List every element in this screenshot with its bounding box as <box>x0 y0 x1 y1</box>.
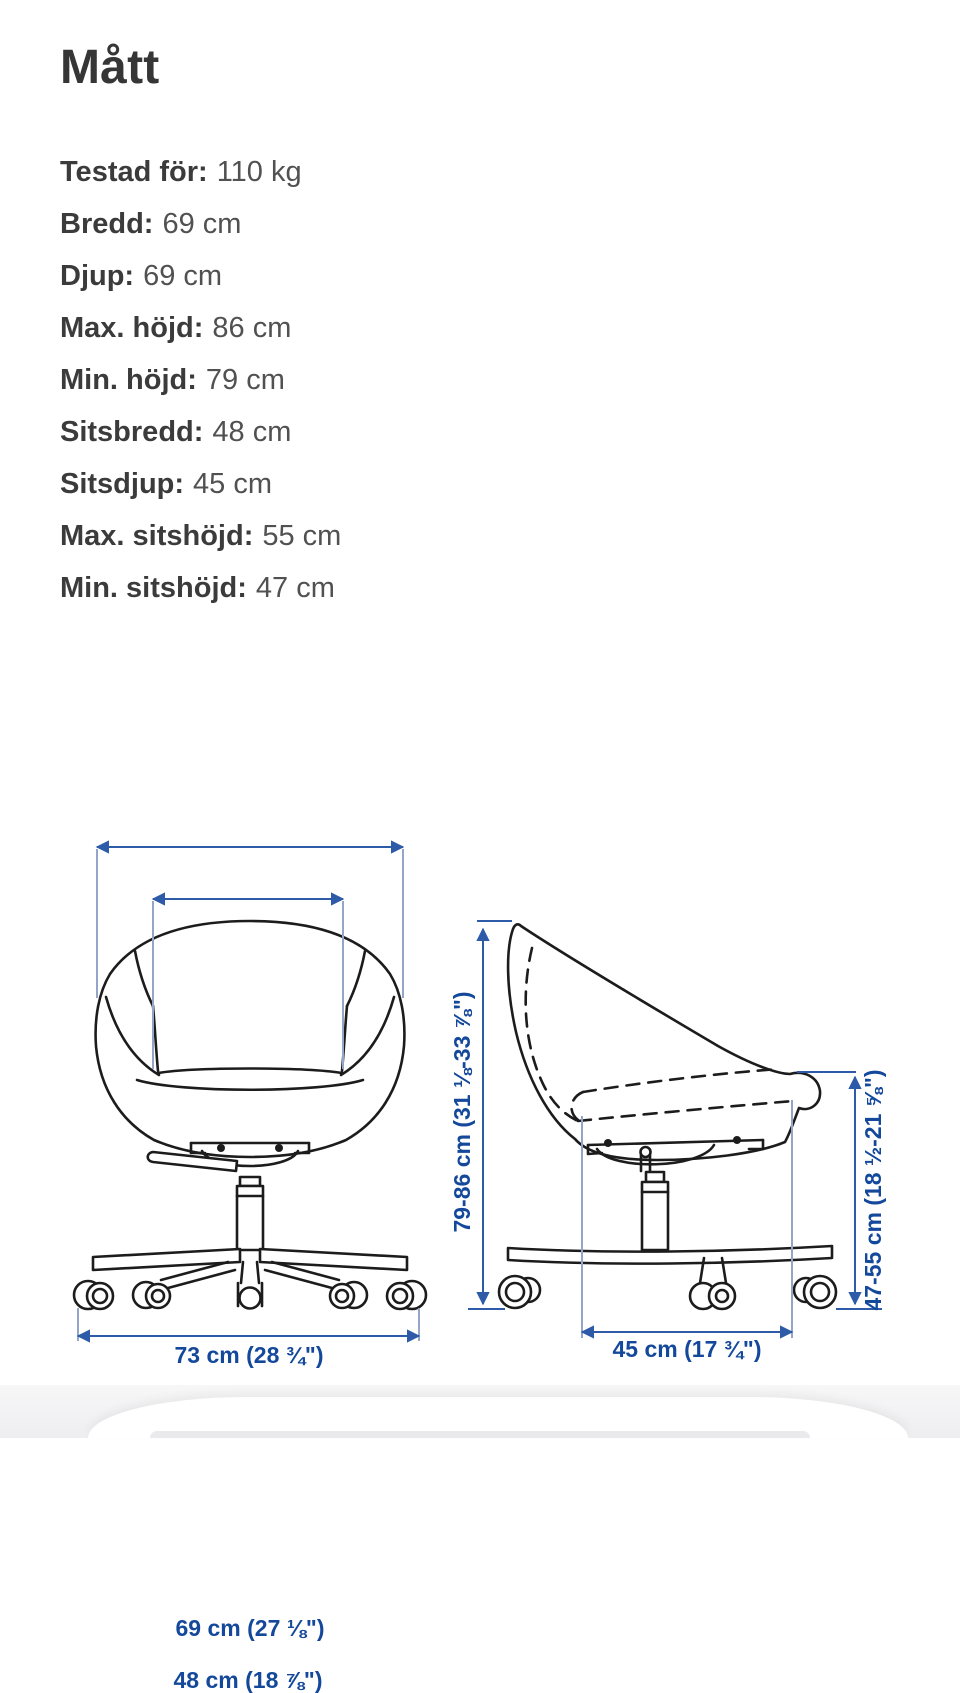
spec-list <box>60 146 341 614</box>
spec-row-tested-for <box>60 146 341 198</box>
spec-label: Max. höjd: <box>60 312 204 344</box>
spec-row-depth <box>60 250 341 302</box>
bottom-sheet <box>0 1385 960 1438</box>
spec-label: Min. sitshöjd: <box>60 572 247 604</box>
spec-row-min-height <box>60 354 341 406</box>
spec-row-max-height <box>60 302 341 354</box>
spec-value: 69 cm <box>143 260 223 292</box>
spec-row-seat-depth <box>60 458 341 510</box>
spec-value: 79 cm <box>205 364 285 396</box>
spec-row-width <box>60 198 341 250</box>
dim-label-seat-depth: 45 cm (17 ¾") <box>612 1336 762 1362</box>
spec-label: Bredd: <box>60 208 154 240</box>
spec-value: 47 cm <box>255 572 335 604</box>
spec-value: 45 cm <box>193 468 273 500</box>
spec-value: 110 kg <box>216 156 302 188</box>
bottom-sheet-inner-strip <box>150 1431 810 1438</box>
page-title: Mått <box>60 41 160 94</box>
dimension-figure <box>0 800 960 1693</box>
spec-label: Sitsdjup: <box>60 468 185 500</box>
spec-value: 86 cm <box>212 312 292 344</box>
dim-label-base-width: 73 cm (28 ¾") <box>174 1342 324 1368</box>
side-view-drawing <box>499 924 836 1309</box>
dim-label-seat-height: 47-55 cm (18 ½-21 ⅝") <box>859 1069 886 1311</box>
spec-label: Sitsbredd: <box>60 416 204 448</box>
spec-value: 48 cm <box>212 416 292 448</box>
spec-label: Max. sitshöjd: <box>60 520 254 552</box>
dim-label-overall-width: 69 cm (27 ⅛") <box>175 1615 325 1641</box>
spec-value: 55 cm <box>262 520 342 552</box>
spec-label: Testad för: <box>60 156 208 188</box>
front-view-drawing <box>74 921 426 1309</box>
chair-dimension-drawing <box>0 800 960 1358</box>
bottom-sheet-card <box>88 1397 908 1438</box>
spec-row-min-seat-height <box>60 562 341 614</box>
dim-label-seat-width: 48 cm (18 ⅞") <box>173 1667 323 1693</box>
dim-label-overall-height: 79-86 cm (31 ⅛-33 ⅞") <box>448 991 475 1233</box>
spec-label: Min. höjd: <box>60 364 197 396</box>
spec-label: Djup: <box>60 260 135 292</box>
spec-row-seat-width <box>60 406 341 458</box>
spec-value: 69 cm <box>162 208 242 240</box>
spec-row-max-seat-height <box>60 510 341 562</box>
